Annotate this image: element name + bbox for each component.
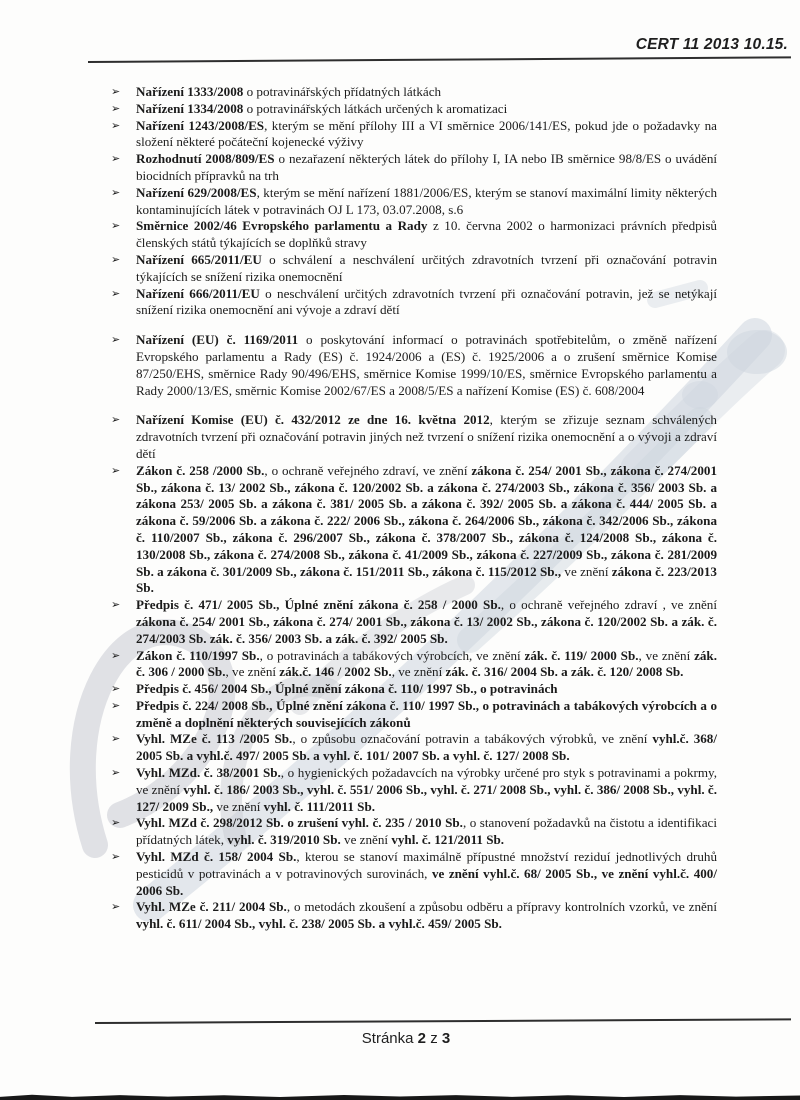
list-item (111, 681, 717, 698)
arrow-bullet-icon: ➢ (111, 682, 121, 696)
list-item (111, 218, 717, 252)
list-item-text: Nařízení Komise (EU) č. 432/2012 ze dne 16. května 2012, kterým se zřizuje seznam schválených zdravotních tvrzení při označování potravin jiných než tvrzení o snížení rizika onemocnění a o vývoji a zdraví dětí (136, 412, 717, 461)
list-item-text: Nařízení 629/2008/ES, kterým se mění nařízení 1881/2006/ES, kterým se stanoví maximální limity některých kontaminujících látek v potravinách OJ L 173, 03.07.2008, s.6 (136, 184, 717, 217)
arrow-bullet-icon: ➢ (111, 333, 121, 347)
arrow-bullet-icon: ➢ (111, 85, 121, 98)
list-item (111, 286, 717, 320)
list-item (111, 84, 717, 101)
arrow-bullet-icon: ➢ (111, 698, 121, 712)
arrow-bullet-icon: ➢ (111, 598, 121, 612)
list-item-text: Vyhl. MZd. č. 38/2001 Sb., o hygienických požadavcích na výrobky určené pro styk s potravinami a pokrmy, ve znění vyhl. č. 186/ 2003 Sb., vyhl. č. 551/ 2006 Sb., vyhl. č. 271/ 2008 Sb., vyhl. č. 386/ 2008 Sb., vyhl. č. 127/ 2009 Sb., ve znění vyhl. č. 111/2011 Sb. (136, 765, 718, 814)
list-item (111, 899, 717, 933)
arrow-bullet-icon: ➢ (111, 766, 121, 780)
arrow-bullet-icon: ➢ (111, 118, 121, 132)
list-item (111, 412, 717, 462)
arrow-bullet-icon: ➢ (111, 732, 121, 746)
list-item (111, 597, 717, 647)
list-item (111, 252, 717, 286)
page-number-total: 3 (441, 1030, 451, 1047)
list-item-text: Předpis č. 471/ 2005 Sb., Úplné znění zákona č. 258 / 2000 Sb., o ochraně veřejného zdraví , ve znění zákona č. 254/ 2001 Sb., zákona č. 274/ 2001 Sb., zákona č. 13/ 2002 Sb., zákona č. 120/2002 Sb. a zák. č. 274/2003 Sb. zák. č. 356/ 2003 Sb. a zák. č. 392/ 2005 Sb. (136, 597, 717, 646)
arrow-bullet-icon: ➢ (111, 152, 121, 166)
list-item (111, 731, 717, 765)
list-item (111, 118, 717, 152)
list-item-text: Zákon č. 110/1997 Sb., o potravinách a tabákových výrobcích, ve znění zák. č. 119/ 2000 Sb., ve znění zák. č. 306 / 2000 Sb., ve znění zák.č. 146 / 2002 Sb., ve znění zák. č. 316/ 2004 Sb. a zák. č. 120/ 2008 Sb. (136, 647, 717, 680)
arrow-bullet-icon: ➢ (111, 463, 121, 477)
arrow-bullet-icon: ➢ (111, 185, 121, 199)
list-item-text: Nařízení (EU) č. 1169/2011 o poskytování informací o potravinách spotřebitelům, o změně nařízení Evropského parlamentu a Rady (ES) č. 1924/2006 a (ES) č. 1925/2006 a o zrušení směrnice Komise 87/250/EHS, směrnice Rady 90/496/EHS, směrnice Komise 1999/10/ES, směrnice Evropského parlamentu a Rady 2000/13/ES, směrnic Komise 2002/67/ES a 2008/5/ES a nařízení Komise (ES) č. 608/2004 (136, 332, 717, 398)
page-number-of-word: z (430, 1030, 438, 1047)
list-group (111, 84, 717, 319)
list-item-text: Nařízení 666/2011/EU o neschválení určitých zdravotních tvrzení při označování potravin, jež se netýkají snížení rizika onemocnění ani vývoje a zdraví dětí (136, 285, 717, 318)
arrow-bullet-icon: ➢ (111, 816, 121, 830)
arrow-bullet-icon: ➢ (111, 252, 121, 266)
list-item-text: Směrnice 2002/46 Evropského parlamentu a Rady z 10. června 2002 o harmonizaci právních předpisů členských států týkajících se doplňků stravy (136, 218, 717, 251)
list-item (111, 765, 717, 815)
list-group (111, 412, 717, 933)
list-item (111, 151, 717, 185)
arrow-bullet-icon: ➢ (111, 219, 121, 233)
list-item-text: Nařízení 1334/2008 o potravinářských látkách určených k aromatizaci (136, 100, 508, 116)
page-number (0, 1030, 800, 1047)
list-item (111, 185, 717, 219)
list-item-text: Vyhl. MZd č. 158/ 2004 Sb., kterou se stanoví maximálně přípustné množství reziduí jednotlivých druhů pesticidů v potravinách a v potravinových surovinách, ve znění vyhl.č. 68/ 2005 Sb., ve znění vyhl.č. 400/ 2006 Sb. (136, 849, 718, 898)
list-item-text: Vyhl. MZe č. 113 /2005 Sb., o způsobu označování potravin a tabákových výrobků, ve znění vyhl.č. 368/ 2005 Sb. a vyhl.č. 497/ 2005 Sb. a vyhl. č. 101/ 2007 Sb. a vyhl. č. 127/ 2008 Sb. (136, 731, 717, 764)
list-item-text: Zákon č. 258 /2000 Sb., o ochraně veřejného zdraví, ve znění zákona č. 254/ 2001 Sb., zákona č. 274/2001 Sb., zákona č. 13/ 2002 Sb., zákona č. 120/2002 Sb. a zákona č. 274/2003 Sb., zákona č. 356/ 2003 Sb. a zákona 253/ 2005 Sb. a zákona č. 381/ 2005 Sb. a zákona č. 392/ 2005 Sb. a zákona č. 444/ 2005 Sb. a zákona č. 59/2006 Sb. a zákona č. 222/ 2006 Sb., zákona č. 264/2006 Sb., zákona č. 342/2006 Sb., zákona č. 110/2007 Sb., zákona č. 296/2007 Sb., zákona č. 378/2007 Sb., zákona č. 124/2008 Sb., zákona č. 130/2008 Sb., zákona č. 274/2008 Sb., zákona č. 41/2009 Sb., zákona č. 227/2009 Sb., zákona č. 281/2009 Sb. a zákona č. 301/2009 Sb., zákona č. 151/2011 Sb., zákona č. 115/2012 Sb., ve znění zákona č. 223/2013 Sb. (136, 462, 717, 596)
list-item (111, 463, 717, 597)
list-item (111, 698, 717, 732)
list-item-text: Nařízení 1333/2008 o potravinářských přídatných látkách (136, 84, 442, 99)
list-item-text: Rozhodnutí 2008/809/ES o nezařazení některých látek do přílohy I, IA nebo IB směrnice 98/8/ES o uvádění biocidních přípravků na trh (136, 151, 718, 183)
arrow-bullet-icon: ➢ (111, 648, 121, 662)
page-number-label: Stránka (361, 1030, 414, 1047)
arrow-bullet-icon: ➢ (111, 850, 121, 864)
list-item-text: Předpis č. 224/ 2008 Sb., Úplné znění zákona č. 110/ 1997 Sb., o potravinách a tabákových výrobcích a o změně a doplnění některých souvisejících zákonů (136, 697, 717, 730)
list-item-text: Vyhl. MZd č. 298/2012 Sb. o zrušení vyhl. č. 235 / 2010 Sb., o stanovení požadavků na čistotu a identifikaci přídatných látek, vyhl. č. 319/2010 Sb. ve znění vyhl. č. 121/2011 Sb. (136, 815, 717, 848)
list-item (111, 849, 717, 899)
list-item (111, 101, 717, 118)
scan-edge-artifact (0, 1093, 800, 1100)
page-number-current: 2 (417, 1030, 427, 1047)
list-item-text: Předpis č. 456/ 2004 Sb., Úplné znění zákona č. 110/ 1997 Sb., o potravinách (136, 681, 558, 697)
list-item (111, 332, 717, 399)
list-item (111, 815, 717, 849)
list-item-text: Vyhl. MZe č. 211/ 2004 Sb., o metodách zkoušení a způsobu odběru a přípravy kontrolních vzorků, ve znění vyhl. č. 611/ 2004 Sb., vyhl. č. 238/ 2005 Sb. a vyhl.č. 459/ 2005 Sb. (136, 899, 717, 932)
arrow-bullet-icon: ➢ (111, 900, 121, 914)
list-group (111, 332, 717, 399)
footer-rule (95, 1018, 791, 1024)
list-item (111, 648, 717, 682)
header-rule (88, 56, 791, 63)
arrow-bullet-icon: ➢ (111, 286, 121, 300)
list-item-text: Nařízení 665/2011/EU o schválení a neschválení určitých zdravotních tvrzení při označování potravin týkajících se snížení rizika onemocnění (136, 251, 718, 284)
header-doc-code: CERT 11 2013 10.15. (635, 36, 788, 53)
arrow-bullet-icon: ➢ (111, 413, 121, 427)
regulation-list (111, 84, 717, 933)
list-item-text: Nařízení 1243/2008/ES, kterým se mění přílohy III a VI směrnice 2006/141/ES, pokud jde o požadavky na složení některé počáteční kojenecké výživy (136, 117, 717, 150)
arrow-bullet-icon: ➢ (111, 101, 121, 115)
